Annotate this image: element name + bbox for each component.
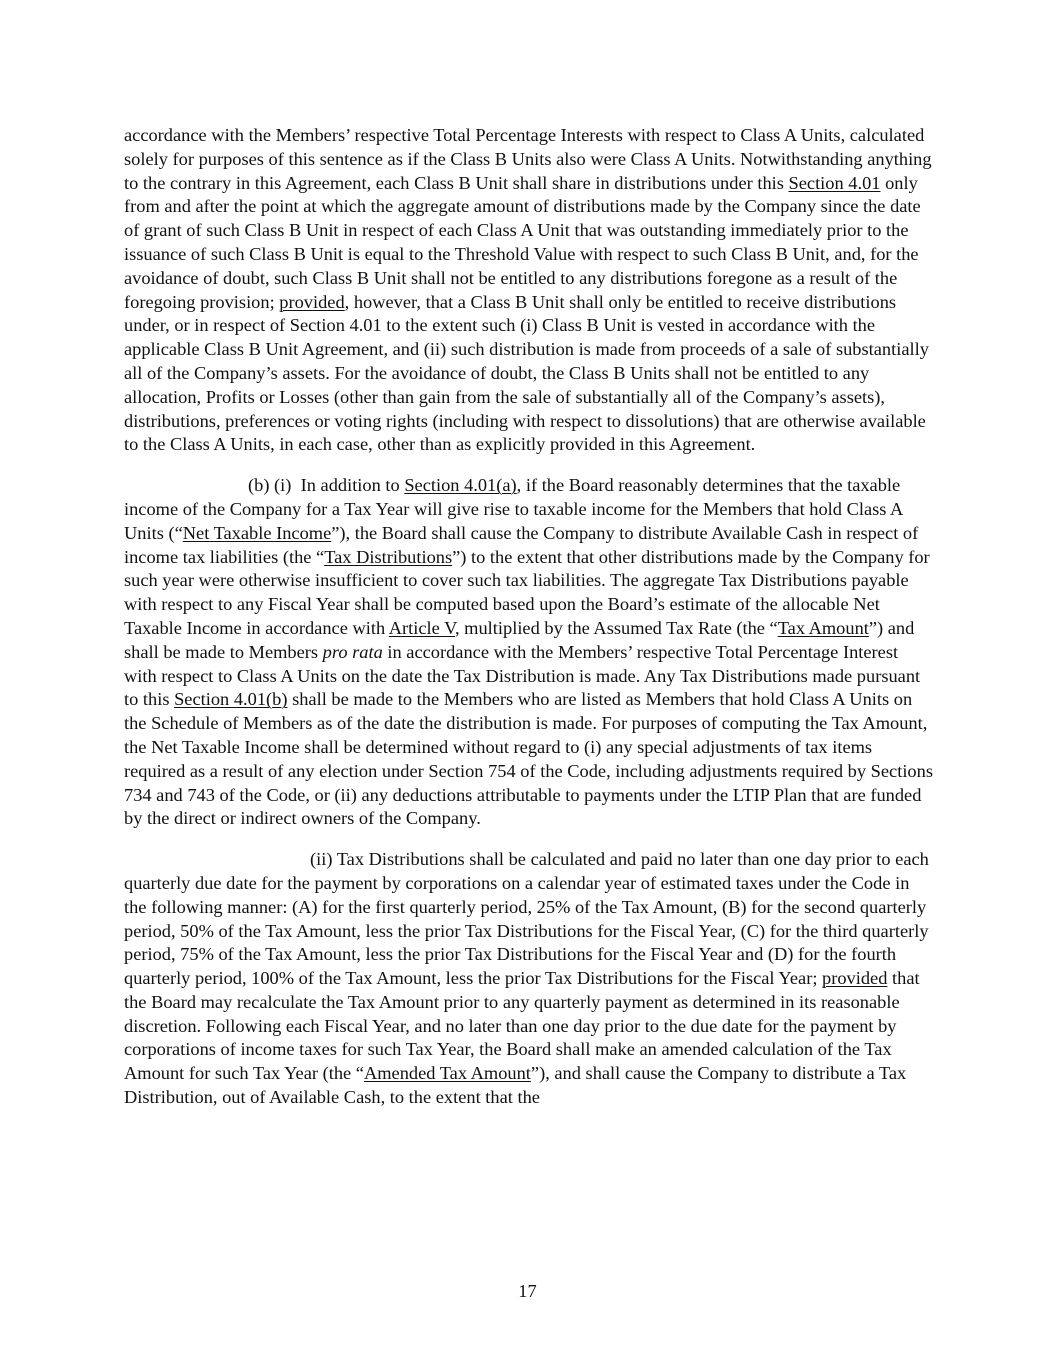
defined-term-tax-amount: Tax Amount	[777, 617, 869, 638]
paragraph-section-4-01-a-continued	[124, 124, 934, 457]
text-run: In addition to	[300, 475, 405, 496]
text-run: (ii) Tax Distributions shall be calculated and paid no later than one day prior to each quarterly due date for the payment by corporations on a calendar year of estimated taxes under the Code in the following manner: (A) for the first quarterly period, 25% of the Tax Amount, (B) for the second quarterly period, 50% of the Tax Amount, less the prior Tax Distributions for the Fiscal Year, (C) for the third quarterly period, 75% of the Tax Amount, less the prior Tax Distributions for the Fiscal Year and (D) for the fourth quarterly period, 100% of the Tax Amount, less the prior Tax Distributions for the Fiscal Year;	[124, 849, 929, 989]
text-run: ”) to the extent that other distributions made by the Company for such year were otherwise insufficient to cover such tax liabilities. The aggregate Tax Distributions payable with respect to any Fiscal Year shall be computed based upon the Board’s estimate of the allocable Net Taxable Income in accordance with	[124, 546, 930, 638]
provided-term: provided	[822, 968, 888, 989]
text-run: , if the Board reasonably determines that the taxable income of the Company for a Tax Year will give rise to taxable income for the Members that hold Class A Units (“	[124, 475, 903, 543]
italic-pro-rata: pro rata	[322, 641, 383, 662]
text-run: accordance with the Members’ respective Total Percentage Interests with respect to Class A Units, calculated solely for purposes of this sentence as if the Class B Units also were Class A Units. Notwithstanding anything to the contrary in this Agreement, each Class B Unit shall share in distributions under this	[124, 125, 932, 193]
text-run: shall be made to the Members who are listed as Members that hold Class A Units on the Schedule of Members as of the date the distribution is made. For purposes of computing the Tax Amount, the Net Taxable Income shall be determined without regard to (i) any special adjustments of tax items required as a result of any election under Section 754 of the Code, including adjustments required by Sections 734 and 743 of the Code, or (ii) any deductions attributable to payments under the LTIP Plan that are funded by the direct or indirect owners of the Company.	[124, 689, 933, 829]
defined-term-amended-tax-amount: Amended Tax Amount	[363, 1063, 531, 1084]
text-run: only from and after the point at which the aggregate amount of distributions made by the Company since the date of grant of such Class B Unit in respect of each Class A Unit that was outstanding immediately prior to the issuance of such Class B Unit is equal to the Threshold Value with respect to such Class B Unit, and, for the avoidance of doubt, such Class B Unit shall not be entitled to any distributions foregone as a result of the foregoing provision;	[124, 172, 921, 312]
text-run: that the Board may recalculate the Tax Amount prior to any quarterly payment as determined in its reasonable discretion. Following each Fiscal Year, and no later than one day prior to the due date for the payment by corporations of income taxes for such Tax Year, the Board shall make an amended calculation of the Tax Amount for such Tax Year (the “	[124, 968, 920, 1084]
text-run: ”) and shall be made to Members	[124, 617, 915, 662]
provided-term: provided	[279, 291, 345, 312]
cross-reference-section-4-01-b: Section 4.01(b)	[174, 689, 288, 710]
text-run: in accordance with the Members’ respective Total Percentage Interest with respect to Class A Units on the date the Tax Distribution is made. Any Tax Distributions made pursuant to this	[124, 641, 921, 710]
cross-reference-section-4-01-a: Section 4.01(a)	[404, 475, 517, 496]
document-body	[124, 124, 934, 1110]
cross-reference-section-4-01: Section 4.01	[788, 172, 881, 193]
paragraph-section-4-01-b-ii	[124, 848, 934, 1110]
defined-term-tax-distributions: Tax Distributions	[324, 546, 453, 567]
text-run: ”), and shall cause the Company to distribute a Tax Distribution, out of Available Cash, to the extent that the	[124, 1063, 907, 1108]
text-run: , however, that a Class B Unit shall only be entitled to receive distributions under, or in respect of Section 4.01 to the extent such (i) Class B Unit is vested in accordance with the applicable Class B Unit Agreement, and (ii) such distribution is made from proceeds of a sale of substantially all of the Company’s assets. For the avoidance of doubt, the Class B Units shall not be entitled to any allocation, Profits or Losses (other than gain from the sale of substantially all of the Company’s assets), distributions, preferences or voting rights (including with respect to dissolutions) that are otherwise available to the Class A Units, in each case, other than as explicitly provided in this Agreement.	[124, 291, 929, 455]
page-number: 17	[518, 1281, 537, 1301]
paragraph-section-4-01-b-i	[124, 474, 934, 831]
clause-label: (b) (i)	[248, 475, 292, 496]
cross-reference-article-v: Article V	[388, 617, 455, 638]
defined-term-net-taxable-income: Net Taxable Income	[182, 522, 332, 543]
text-run: , multiplied by the Assumed Tax Rate (the “	[454, 617, 778, 638]
text-run: ”), the Board shall cause the Company to distribute Available Cash in respect of income tax liabilities (the “	[124, 522, 919, 567]
